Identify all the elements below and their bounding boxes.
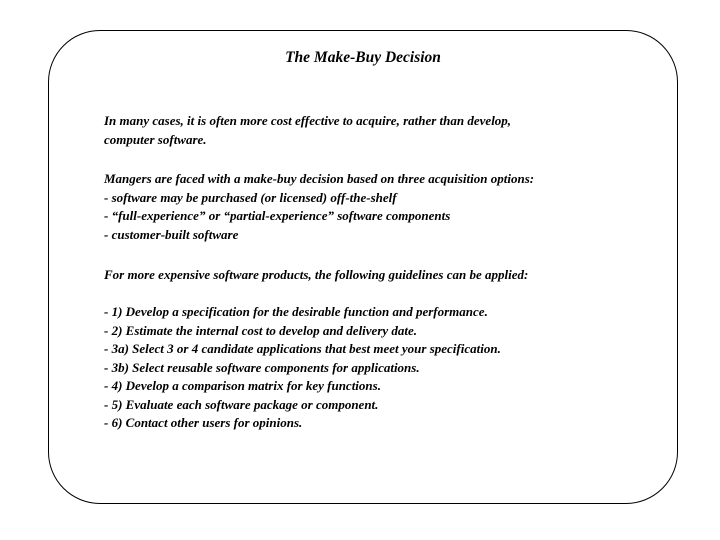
guideline-item: - 5) Evaluate each software package or component.: [104, 396, 379, 412]
guideline-item: - 4) Develop a comparison matrix for key functions.: [104, 378, 381, 393]
guideline-item: - 2) Estimate the internal cost to develop and delivery date.: [104, 322, 418, 338]
intro-paragraph: [104, 112, 511, 149]
guideline-item: - 3a) Select 3 or 4 candidate applications that best meet your specification.: [104, 341, 501, 356]
guidelines-list: [104, 303, 501, 433]
option-item: - customer-built software: [104, 226, 239, 242]
guideline-item: - 3b) Select reusable software components for applications.: [104, 359, 420, 375]
options-section: [104, 170, 534, 244]
guidelines-heading: For more expensive software products, the following guidelines can be applied:: [104, 267, 529, 282]
guideline-item: - 6) Contact other users for opinions.: [104, 415, 303, 430]
option-item: - software may be purchased (or licensed) off-the-shelf: [104, 189, 397, 205]
intro-line: In many cases, it is often more cost effective to acquire, rather than develop,: [104, 113, 512, 128]
option-item: - “full-experience” or “partial-experience” software components: [104, 208, 451, 223]
options-heading: Mangers are faced with a make-buy decision based on three acquisition options:: [104, 171, 535, 186]
slide-title: The Make-Buy Decision: [285, 49, 441, 66]
guideline-item: - 1) Develop a specification for the desirable function and performance.: [104, 304, 488, 319]
intro-line: computer software.: [104, 131, 207, 147]
